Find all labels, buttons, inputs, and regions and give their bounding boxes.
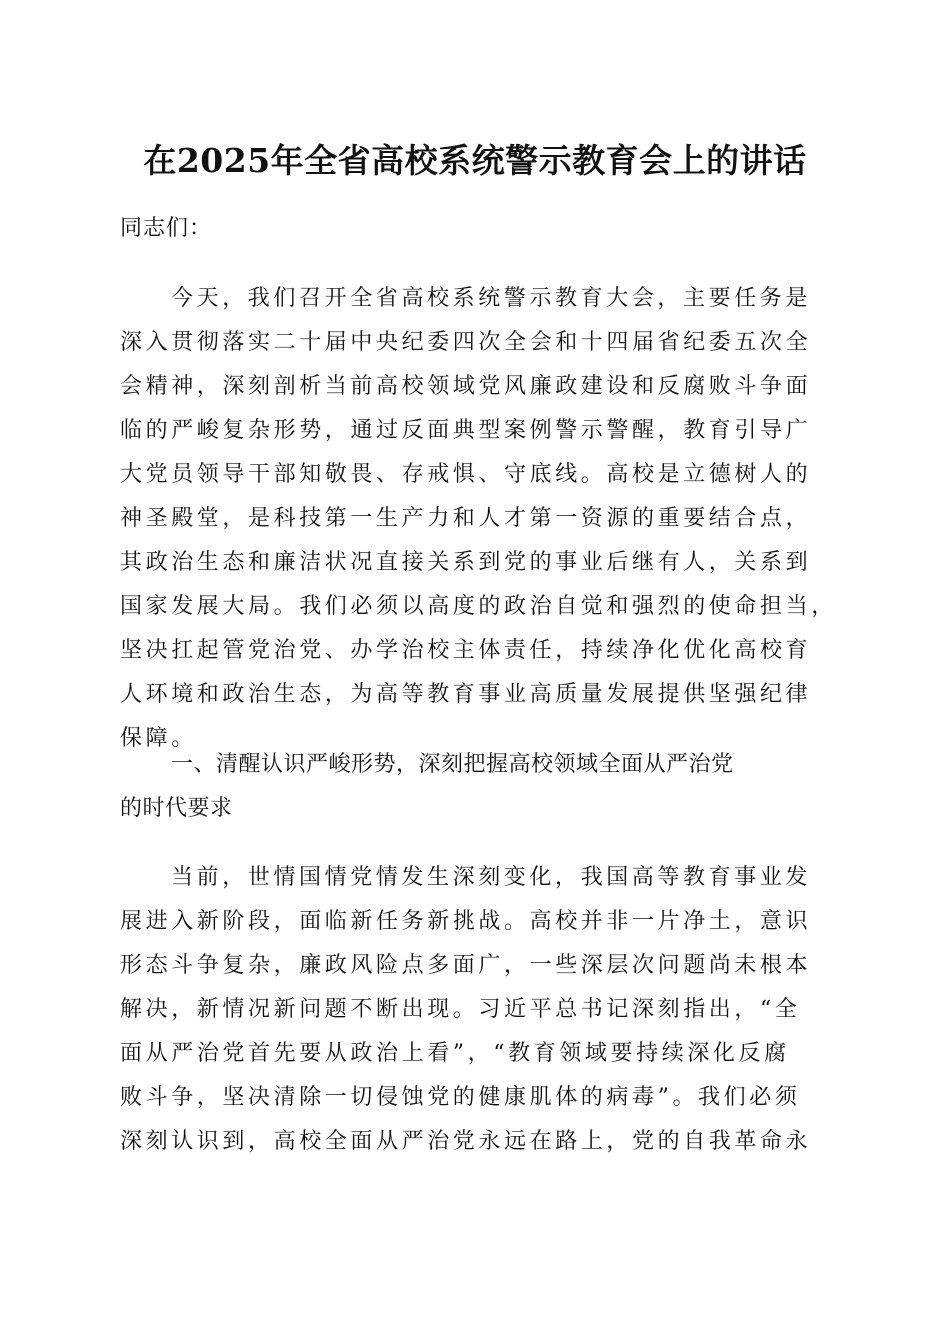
paragraph-line: 会精神，深刻剖析当前高校领域党风廉政建设和反腐败斗争面	[120, 374, 812, 399]
salutation: 同志们：	[120, 216, 213, 241]
paragraph-line: 当前，世情国情党情发生深刻变化，我国高等教育事业发	[171, 865, 812, 890]
section-heading-1	[120, 743, 830, 831]
paragraph-line: 国家发展大局。我们必须以高度的政治自觉和强烈的使命担当，	[120, 594, 837, 619]
paragraph-line: 深入贯彻落实二十届中央纪委四次全会和十四届省纪委五次全	[120, 330, 812, 355]
paragraph-line: 保障。	[120, 726, 197, 751]
paragraph-line: 其政治生态和廉洁状况直接关系到党的事业后继有人，关系到	[120, 550, 812, 575]
heading-line: 一、清醒认识严峻形势，深刻把握高校领域全面从严治党	[171, 752, 734, 777]
paragraph-line: 大党员领导干部知敬畏、存戒惧、守底线。高校是立德树人的	[120, 462, 812, 487]
paragraph-line: 人环境和政治生态，为高等教育事业高质量发展提供坚强纪律	[120, 682, 812, 707]
paragraph-line: 形态斗争复杂，廉政风险点多面广，一些深层次问题尚未根本	[120, 953, 812, 978]
paragraph-line: 今天，我们召开全省高校系统警示教育大会，主要任务是	[171, 286, 812, 311]
document-title: 在2025年全省高校系统警示教育会上的讲话	[143, 141, 807, 180]
paragraph-line: 面从严治党首先要从政治上看”，“教育领域要持续深化反腐	[120, 1041, 790, 1066]
paragraph-line: 展进入新阶段，面临新任务新挑战。高校并非一片净土，意识	[120, 909, 812, 934]
heading-line: 的时代要求	[120, 796, 233, 821]
paragraph-1	[120, 277, 837, 761]
paragraph-2	[120, 856, 824, 1164]
paragraph-line: 神圣殿堂，是科技第一生产力和人才第一资源的重要结合点，	[120, 506, 812, 531]
paragraph-line: 深刻认识到，高校全面从严治党永远在路上，党的自我革命永	[120, 1129, 812, 1154]
paragraph-line: 坚决扛起管党治党、办学治校主体责任，持续净化优化高校育	[120, 638, 812, 663]
paragraph-line: 败斗争，坚决清除一切侵蚀党的健康肌体的病毒”。我们必须	[120, 1085, 801, 1110]
paragraph-line: 解决，新情况新问题不断出现。习近平总书记深刻指出，“全	[120, 997, 801, 1022]
paragraph-line: 临的严峻复杂形势，通过反面典型案例警示警醒，教育引导广	[120, 418, 812, 443]
